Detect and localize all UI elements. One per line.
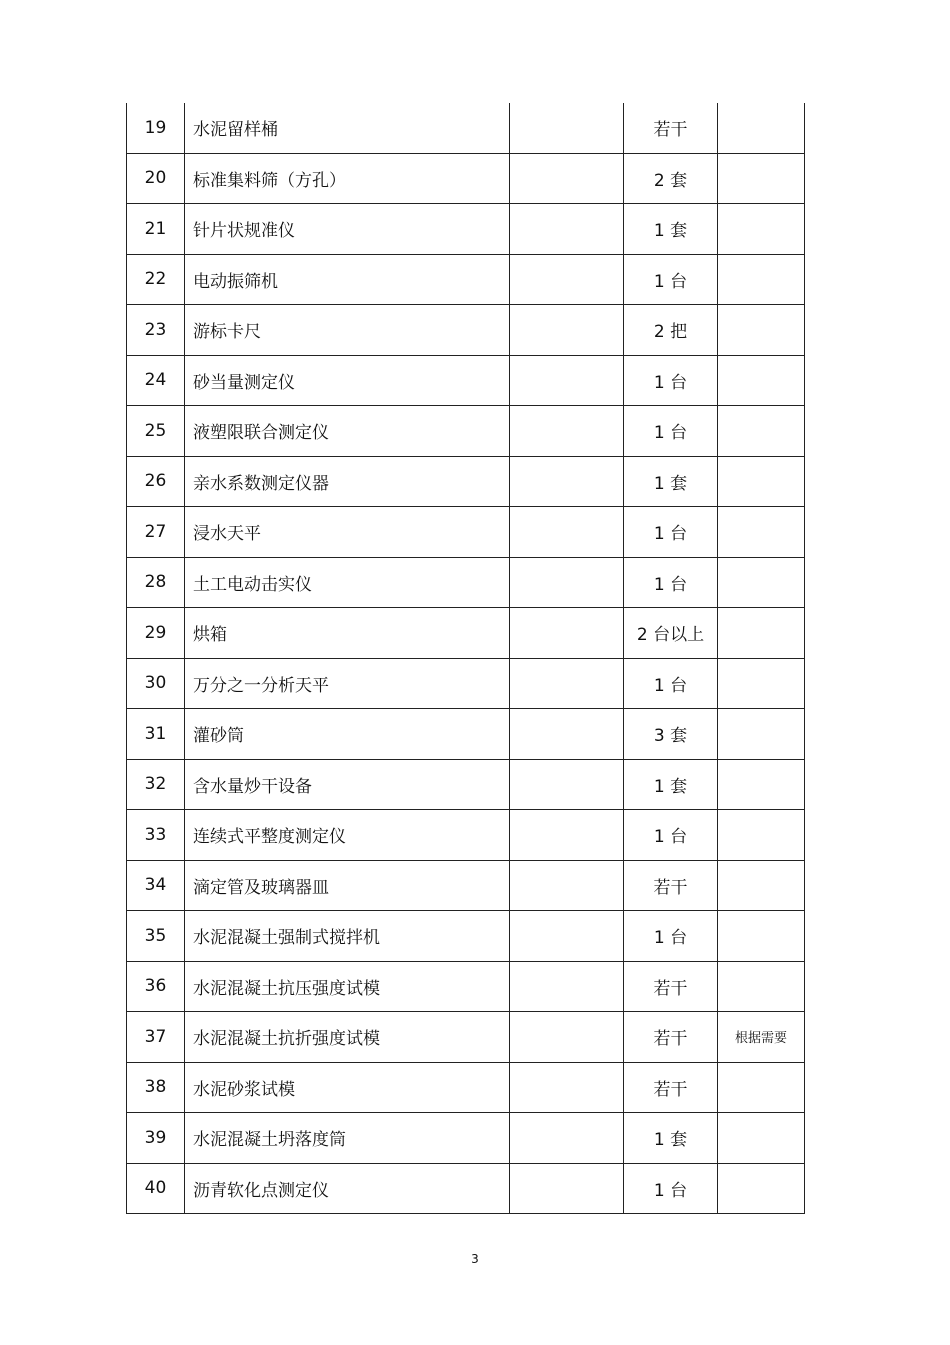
item-name-cell: 亲水系数测定仪器: [185, 456, 510, 507]
item-number-cell: 38: [127, 1062, 185, 1113]
item-number-cell: 20: [127, 153, 185, 204]
item-number-cell: 40: [127, 1163, 185, 1214]
item-name-cell: 土工电动击实仪: [185, 557, 510, 608]
item-name-cell: 水泥砂浆试模: [185, 1062, 510, 1113]
table-row: [127, 254, 805, 305]
table-row: [127, 1012, 805, 1063]
item-note-cell: [718, 103, 805, 153]
table-body: [127, 103, 805, 1214]
item-spec-cell: [510, 810, 624, 861]
item-number-cell: 34: [127, 860, 185, 911]
item-number-cell: 29: [127, 608, 185, 659]
item-note-cell: [718, 759, 805, 810]
item-note-cell: [718, 961, 805, 1012]
item-number-cell: 25: [127, 406, 185, 457]
table-row: [127, 911, 805, 962]
item-quantity-cell: 若干: [624, 1062, 718, 1113]
item-note-cell: [718, 709, 805, 760]
item-spec-cell: [510, 1062, 624, 1113]
item-number-cell: 21: [127, 204, 185, 255]
item-name-cell: 浸水天平: [185, 507, 510, 558]
item-spec-cell: [510, 658, 624, 709]
item-number-cell: 36: [127, 961, 185, 1012]
table-row: [127, 658, 805, 709]
item-name-cell: 万分之一分析天平: [185, 658, 510, 709]
item-spec-cell: [510, 1163, 624, 1214]
item-spec-cell: [510, 406, 624, 457]
item-quantity-cell: 若干: [624, 103, 718, 153]
table-row: [127, 507, 805, 558]
item-number-cell: 32: [127, 759, 185, 810]
table-row: [127, 1113, 805, 1164]
item-spec-cell: [510, 456, 624, 507]
item-note-cell: [718, 1163, 805, 1214]
item-name-cell: 灌砂筒: [185, 709, 510, 760]
item-note-cell: [718, 1062, 805, 1113]
item-number-cell: 24: [127, 355, 185, 406]
item-note-cell: 根据需要: [718, 1012, 805, 1063]
item-name-cell: 水泥混凝土抗折强度试模: [185, 1012, 510, 1063]
item-number-cell: 33: [127, 810, 185, 861]
item-quantity-cell: 1 台: [624, 507, 718, 558]
table-row: [127, 153, 805, 204]
item-name-cell: 电动振筛机: [185, 254, 510, 305]
item-name-cell: 砂当量测定仪: [185, 355, 510, 406]
item-quantity-cell: 若干: [624, 860, 718, 911]
item-note-cell: [718, 1113, 805, 1164]
item-number-cell: 19: [127, 103, 185, 153]
item-note-cell: [718, 557, 805, 608]
item-spec-cell: [510, 153, 624, 204]
item-number-cell: 26: [127, 456, 185, 507]
item-note-cell: [718, 810, 805, 861]
item-spec-cell: [510, 1113, 624, 1164]
item-quantity-cell: 1 台: [624, 254, 718, 305]
table-row: [127, 406, 805, 457]
item-quantity-cell: 1 台: [624, 406, 718, 457]
item-quantity-cell: 3 套: [624, 709, 718, 760]
item-quantity-cell: 1 台: [624, 911, 718, 962]
item-number-cell: 31: [127, 709, 185, 760]
item-spec-cell: [510, 355, 624, 406]
item-number-cell: 27: [127, 507, 185, 558]
item-quantity-cell: 1 台: [624, 810, 718, 861]
item-note-cell: [718, 456, 805, 507]
item-spec-cell: [510, 759, 624, 810]
table-row: [127, 557, 805, 608]
item-name-cell: 水泥混凝土强制式搅拌机: [185, 911, 510, 962]
table-row: [127, 860, 805, 911]
item-spec-cell: [510, 254, 624, 305]
item-name-cell: 标准集料筛（方孔）: [185, 153, 510, 204]
item-note-cell: [718, 658, 805, 709]
item-spec-cell: [510, 1012, 624, 1063]
table-row: [127, 456, 805, 507]
item-note-cell: [718, 204, 805, 255]
item-number-cell: 39: [127, 1113, 185, 1164]
item-number-cell: 23: [127, 305, 185, 356]
item-quantity-cell: 1 台: [624, 355, 718, 406]
item-name-cell: 含水量炒干设备: [185, 759, 510, 810]
item-spec-cell: [510, 961, 624, 1012]
item-quantity-cell: 2 套: [624, 153, 718, 204]
table-row: [127, 1062, 805, 1113]
item-name-cell: 游标卡尺: [185, 305, 510, 356]
page-number: 3: [471, 1252, 479, 1266]
item-spec-cell: [510, 103, 624, 153]
item-note-cell: [718, 153, 805, 204]
item-name-cell: 针片状规准仪: [185, 204, 510, 255]
table-row: [127, 103, 805, 153]
item-spec-cell: [510, 305, 624, 356]
item-quantity-cell: 1 套: [624, 1113, 718, 1164]
item-name-cell: 连续式平整度测定仪: [185, 810, 510, 861]
item-quantity-cell: 若干: [624, 1012, 718, 1063]
item-name-cell: 沥青软化点测定仪: [185, 1163, 510, 1214]
item-spec-cell: [510, 860, 624, 911]
item-quantity-cell: 2 台以上: [624, 608, 718, 659]
item-note-cell: [718, 911, 805, 962]
table-row: [127, 709, 805, 760]
item-note-cell: [718, 406, 805, 457]
table-row: [127, 759, 805, 810]
item-spec-cell: [510, 557, 624, 608]
equipment-table: [126, 103, 805, 1214]
table-row: [127, 355, 805, 406]
item-quantity-cell: 1 套: [624, 204, 718, 255]
item-name-cell: 水泥混凝土抗压强度试模: [185, 961, 510, 1012]
item-quantity-cell: 若干: [624, 961, 718, 1012]
item-number-cell: 37: [127, 1012, 185, 1063]
item-note-cell: [718, 608, 805, 659]
item-name-cell: 水泥混凝土坍落度筒: [185, 1113, 510, 1164]
item-name-cell: 滴定管及玻璃器皿: [185, 860, 510, 911]
item-spec-cell: [510, 608, 624, 659]
item-quantity-cell: 1 套: [624, 456, 718, 507]
item-quantity-cell: 1 台: [624, 658, 718, 709]
item-note-cell: [718, 860, 805, 911]
item-quantity-cell: 1 套: [624, 759, 718, 810]
item-note-cell: [718, 507, 805, 558]
item-number-cell: 30: [127, 658, 185, 709]
item-note-cell: [718, 254, 805, 305]
item-spec-cell: [510, 911, 624, 962]
item-spec-cell: [510, 507, 624, 558]
item-quantity-cell: 1 台: [624, 557, 718, 608]
table-row: [127, 1163, 805, 1214]
item-note-cell: [718, 355, 805, 406]
item-quantity-cell: 1 台: [624, 1163, 718, 1214]
item-quantity-cell: 2 把: [624, 305, 718, 356]
item-number-cell: 35: [127, 911, 185, 962]
table-row: [127, 305, 805, 356]
item-name-cell: 水泥留样桶: [185, 103, 510, 153]
item-name-cell: 液塑限联合测定仪: [185, 406, 510, 457]
item-spec-cell: [510, 709, 624, 760]
table-row: [127, 961, 805, 1012]
table-row: [127, 810, 805, 861]
table-row: [127, 608, 805, 659]
item-note-cell: [718, 305, 805, 356]
item-name-cell: 烘箱: [185, 608, 510, 659]
item-spec-cell: [510, 204, 624, 255]
table-row: [127, 204, 805, 255]
item-number-cell: 22: [127, 254, 185, 305]
item-number-cell: 28: [127, 557, 185, 608]
